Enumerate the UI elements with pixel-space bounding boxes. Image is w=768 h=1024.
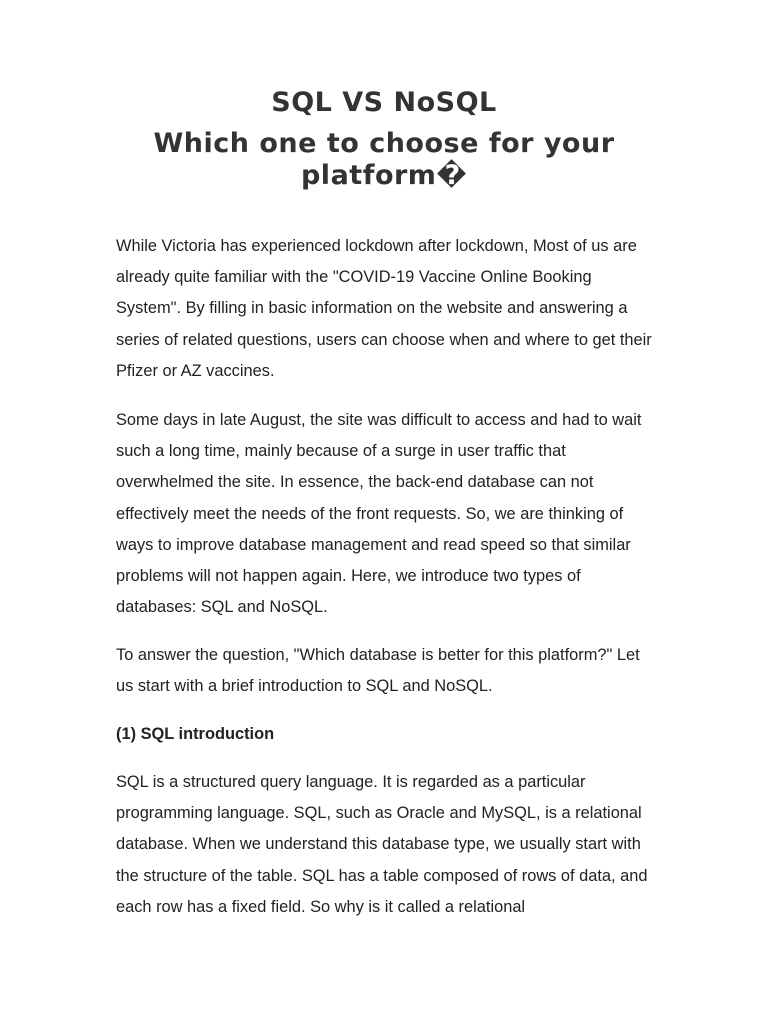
page-subtitle: Which one to choose for your platform� xyxy=(153,128,615,191)
paragraph-problem: Some days in late August, the site was difficult to access and had to wait such a long time, mainly because of a surge in user traffic that overwhelmed the site. In essence, the back-end database can not effectively meet the needs of the front requests. So, we are thinking of ways to improve database management and read speed so that similar problems will not happen again. Here, we introduce two types of databases: SQL and NoSQL. xyxy=(116,411,642,617)
paragraph-question: To answer the question, "Which database is better for this platform?" Let us start with a brief introduction to SQL and NoSQL. xyxy=(116,646,640,696)
paragraph-intro: While Victoria has experienced lockdown after lockdown, Most of us are already quite familiar with the "COVID-19 Vaccine Online Booking System". By filling in basic information on the website and answering a series of related questions, users can choose when and where to get their Pfizer or AZ vaccines. xyxy=(116,237,652,380)
paragraph-sql-intro: SQL is a structured query language. It is regarded as a particular programming language. SQL, such as Oracle and MySQL, is a relational database. When we understand this database type, we usually start with the structure of the table. SQL has a table composed of rows of data, and each row has a fixed field. So why is it called a relational xyxy=(116,773,648,916)
page-title: SQL VS NoSQL xyxy=(271,87,497,118)
section-heading: (1) SQL introduction xyxy=(116,725,275,743)
